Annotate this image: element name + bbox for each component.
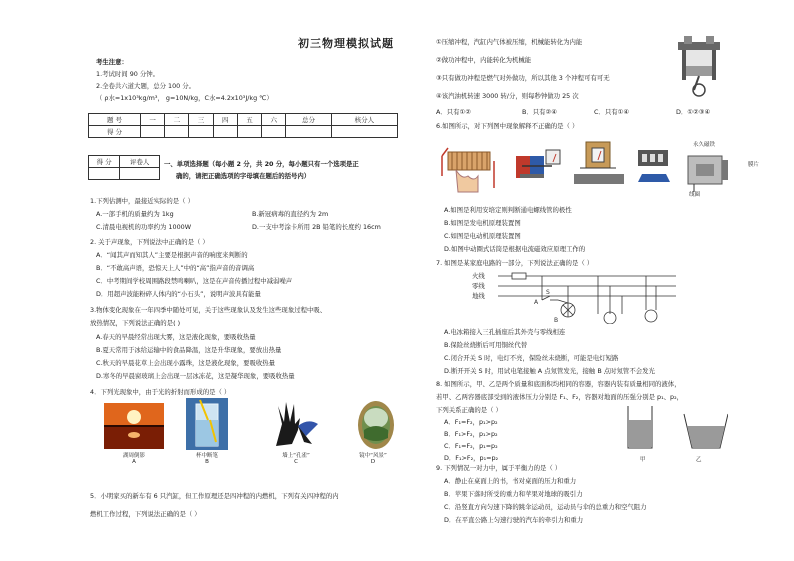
option[interactable]: B.如图是发电机原理装置图 <box>444 219 521 227</box>
question-stem: 5．小明家买的新车有 6 只汽缸，但工作原理还是四冲程的内燃机，下列有关四冲程的内 <box>90 492 339 500</box>
section-heading-cont: 确的，请把正确选项的字母填在题后的括号内） <box>176 172 311 180</box>
option[interactable]: C．沿竖直方向匀速下降的跳伞运动员，运动员与伞的总重力和空气阻力 <box>444 503 647 511</box>
option[interactable]: A.电冰箱接入三孔插座后其外壳与零线相连 <box>444 328 566 336</box>
hand-shadow-peacock-image <box>268 396 324 452</box>
table-cell: 五 <box>237 114 261 126</box>
table-row <box>89 168 160 180</box>
section-heading: 一、单项选择题（每小题 2 分，共 20 分，每小题只有一个选项是正 <box>164 160 359 168</box>
note-line: （ ρ水=1x10³kg/m³， g=10N/kg，C水=4.2x10³J/kg ℃） <box>96 94 273 102</box>
question-stem: 3.物体变化现象在一年四季中随处可见，关于这些现象认及发生这些现象过程中吸、 <box>90 306 327 314</box>
option[interactable]: B.保险丝烧断后可用铜丝代替 <box>444 341 528 349</box>
figure-letter: B <box>205 459 209 465</box>
option[interactable]: C.如图是电动机原理装置图 <box>444 232 521 240</box>
question-stem: 7. 如图是某家庭电路的一部分，下列说法正确的是（ ） <box>436 259 594 267</box>
question-stem-cont: 燃机工作过程，下列说法正确的是（ ） <box>90 510 201 518</box>
containers-diagram <box>624 404 728 452</box>
svg-text:S: S <box>546 289 550 296</box>
score-input-cell[interactable] <box>120 168 160 180</box>
option[interactable]: C.闭合开关 S 时，电灯不亮，保险丝未烧断，可能是电灯短路 <box>444 354 619 362</box>
figure-label: 膜片 <box>748 162 760 168</box>
statement: ①压缩冲程，汽缸内气体被压缩，机械能转化为内能 <box>436 38 583 46</box>
household-circuit-diagram <box>498 270 676 324</box>
option[interactable]: C．F₁=F₂，p₁=p₂ <box>444 442 498 450</box>
table-cell: 一 <box>140 114 164 126</box>
question-stem-cont: 放热情况，下列说法正确的是( ) <box>90 319 181 327</box>
question-stem: 1.下列估测中，最接近实际的是（ ） <box>90 197 194 205</box>
table-row <box>89 126 398 138</box>
table-cell: 得 分 <box>89 156 120 168</box>
figure-caption: 湖周倒影 <box>122 453 145 459</box>
question-stem: 2. 关于声现象，下列说法中正确的是（ ） <box>90 238 209 246</box>
score-input-cell[interactable] <box>89 168 120 180</box>
figure-letter: A <box>132 459 136 465</box>
option[interactable]: A．只有①② <box>436 108 472 116</box>
wire-label: 零线 <box>472 282 485 290</box>
statement: ④该汽油机转速 3000 转/分，则每秒钟做功 25 次 <box>436 92 579 100</box>
option[interactable]: C．只有①④ <box>594 108 630 116</box>
mirror-scenery-image <box>356 400 396 450</box>
option[interactable]: D．F₁>F₂，p₁=p₂ <box>444 454 499 462</box>
option[interactable]: C.秋天的早晨花草上会出现小露珠，这是液化现象，要吸收热量 <box>96 359 276 367</box>
option[interactable]: D.断开开关 S 时，用试电笔接触 A 点氖管发光，接触 B 点时氖管不会发光 <box>444 367 655 375</box>
question-stem-cont: 下列关系正确的是（ ） <box>436 406 502 414</box>
table-cell: 二 <box>165 114 189 126</box>
score-input-cell[interactable] <box>213 126 237 138</box>
figure-letter: D <box>370 459 376 465</box>
table-cell: 三 <box>189 114 213 126</box>
option[interactable]: A．“闻其声而知其人”主要是根据声音的响度来判断的 <box>96 251 248 259</box>
option[interactable]: C.清晨电视机的功率约为 1000W <box>96 223 192 231</box>
option[interactable]: D．①②③④ <box>676 108 711 116</box>
score-input-cell[interactable] <box>286 126 331 138</box>
battery-setup-image <box>636 146 676 188</box>
wire-label: 火线 <box>472 272 485 280</box>
option[interactable]: B．F₁>F₂，p₁>p₂ <box>444 430 498 438</box>
score-input-cell[interactable] <box>262 126 286 138</box>
table-cell: 四 <box>213 114 237 126</box>
score-input-cell[interactable] <box>331 126 397 138</box>
figure-label: 甲 <box>640 457 646 463</box>
option[interactable]: C．中考期间学校周围路段禁鸣喇叭，这是在声音传播过程中减弱噪声 <box>96 277 293 285</box>
glass-pencil-image <box>186 398 228 450</box>
score-input-cell[interactable] <box>165 126 189 138</box>
table-row <box>89 156 160 168</box>
question-stem: 4．下列光现象中，由于光的折射而形成的是（ ） <box>90 388 231 396</box>
option[interactable]: D．在平直公路上匀速行驶的汽车的牵引力和重力 <box>444 516 584 524</box>
table-cell: 评卷人 <box>120 156 160 168</box>
option[interactable]: B．只有②④ <box>522 108 558 116</box>
note-line: 2.全卷共六道大题，总分 100 分。 <box>96 82 196 90</box>
option[interactable]: D.寒冬的早晨窗玻璃上会出现一层冰冻花，这是凝华现象，要吸收热量 <box>96 372 295 380</box>
option[interactable]: A.一部手机的质量约为 1kg <box>96 210 174 218</box>
generator-setup-image <box>510 146 562 188</box>
figure-caption: 镜中“风景” <box>359 453 387 459</box>
score-input-cell[interactable] <box>189 126 213 138</box>
notes-heading: 考生注意： <box>96 58 128 66</box>
statement: ③只有做功冲程是燃气对外做功，所以其他 3 个冲程可有可无 <box>436 74 610 82</box>
option[interactable]: B.夏天常用于冰给运输中的食品降温，这是升华现象，要放出热量 <box>96 346 282 354</box>
option[interactable]: D.一支中考涂卡所用 2B 铅笔的长度约 16cm <box>252 223 381 231</box>
microphone-diagram-image <box>682 146 746 194</box>
option[interactable]: D．用超声波能粉碎人体内的“小石头”，说明声波具有能量 <box>96 290 261 298</box>
wire-label: 地线 <box>472 292 485 300</box>
motor-setup-image <box>570 140 630 190</box>
score-input-cell[interactable] <box>237 126 261 138</box>
option[interactable]: B．苹果下落时所受的重力和苹果对地球的吸引力 <box>444 490 583 498</box>
question-stem: 9. 下列情况一对力中，属于平衡力的是（ ） <box>436 464 562 472</box>
engine-cylinder-image <box>672 36 726 98</box>
score-table <box>88 113 398 138</box>
figure-caption: 杯中断笔 <box>195 453 218 459</box>
table-cell: 总分 <box>286 114 331 126</box>
question-stem: 6.如图所示，对下列图中现象解释不正确的是（ ） <box>436 122 579 130</box>
table-cell: 核分人 <box>331 114 397 126</box>
table-cell: 得 分 <box>89 126 141 138</box>
statement: ②做功冲程中，内能转化为机械能 <box>436 56 532 64</box>
svg-text:B: B <box>554 317 559 324</box>
figure-label: 乙 <box>696 457 702 463</box>
solenoid-hand-image <box>438 136 498 194</box>
sunset-lake-image <box>104 403 164 449</box>
option[interactable]: B．“不敢高声语，恐惊天上人”中的“高”指声音的音调高 <box>96 264 255 272</box>
figure-label: 线圈 <box>689 192 701 198</box>
score-input-cell[interactable] <box>140 126 164 138</box>
option[interactable]: A．静止在桌面上的书，书对桌面的压力和重力 <box>444 477 577 485</box>
table-cell: 六 <box>262 114 286 126</box>
grader-mini-table <box>88 155 160 180</box>
table-cell: 题 号 <box>89 114 141 126</box>
option[interactable]: A.如图是利用安培定则判断通电螺线管的极性 <box>444 206 572 214</box>
question-stem: 8. 如图所示，甲、乙是两个质量和底面积均相同的容器，容器内装有质量相同的液体， <box>436 380 681 388</box>
option[interactable]: D.如图中动圈式话筒是根据电流磁效应原理工作的 <box>444 245 586 253</box>
question-stem-cont: 若甲、乙两容器底部受到的液体压力分别是 F₁、F₂，容器对地面的压强分别是 p₁、p₂， <box>436 393 684 401</box>
page-title: 初三物理模拟试题 <box>298 37 394 50</box>
option[interactable]: A.春天的早晨经常出现大雾，这是液化现象，要吸收热量 <box>96 333 256 341</box>
option[interactable]: B.新冠病毒的直径约为 2m <box>252 210 329 218</box>
svg-text:A: A <box>534 299 539 306</box>
right-column <box>400 0 794 561</box>
figure-label: 永久磁铁 <box>693 142 716 148</box>
option[interactable]: A．F₁=F₂，p₁>p₂ <box>444 418 498 426</box>
figure-caption: 墙上“孔雀” <box>282 453 310 459</box>
note-line: 1.考试时间 90 分钟。 <box>96 70 160 78</box>
table-row <box>89 114 398 126</box>
figure-letter: C <box>294 459 298 465</box>
